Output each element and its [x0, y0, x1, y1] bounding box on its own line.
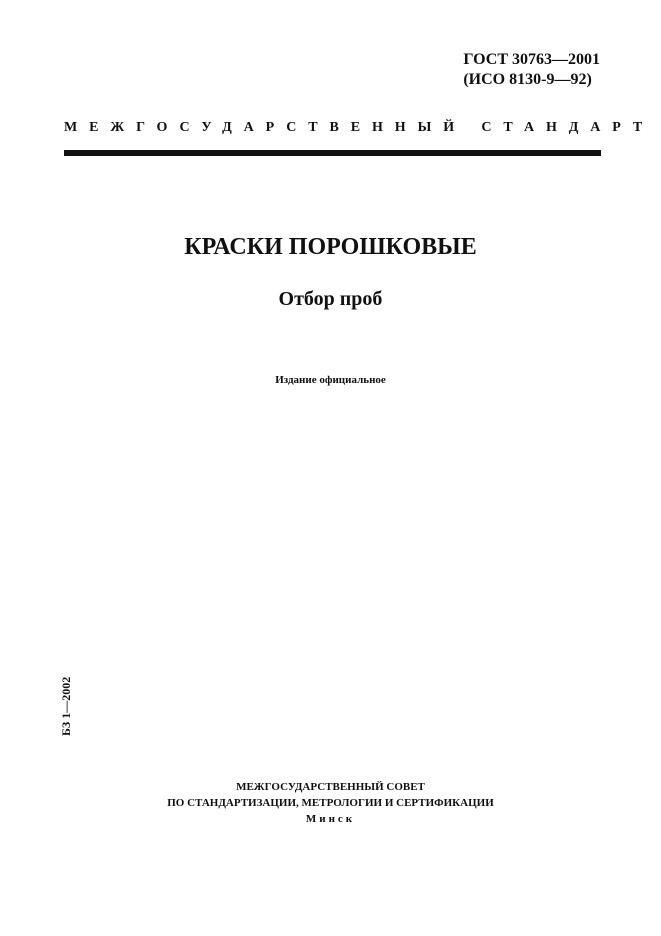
edition-note: Издание официальное: [275, 374, 386, 386]
publisher-line-1: МЕЖГОСУДАРСТВЕННЫЙ СОВЕТ: [236, 781, 425, 793]
standard-number: ГОСТ 30763—2001: [463, 51, 600, 68]
standard-type-heading: МЕЖГОСУДАРСТВЕННЫЙ СТАНДАРТ: [64, 120, 655, 135]
side-code: БЗ 1—2002: [59, 676, 73, 736]
document-title: КРАСКИ ПОРОШКОВЫЕ: [184, 234, 477, 260]
document-number-block: [463, 50, 600, 90]
iso-equivalent: (ИСО 8130-9—92): [463, 71, 592, 88]
publisher-block: [0, 779, 661, 827]
publisher-line-2: ПО СТАНДАРТИЗАЦИИ, МЕТРОЛОГИИ И СЕРТИФИКАЦИИ: [167, 797, 494, 809]
publisher-city: Минск: [305, 813, 356, 825]
document-subtitle: Отбор проб: [278, 288, 383, 310]
header-divider: [64, 150, 601, 156]
